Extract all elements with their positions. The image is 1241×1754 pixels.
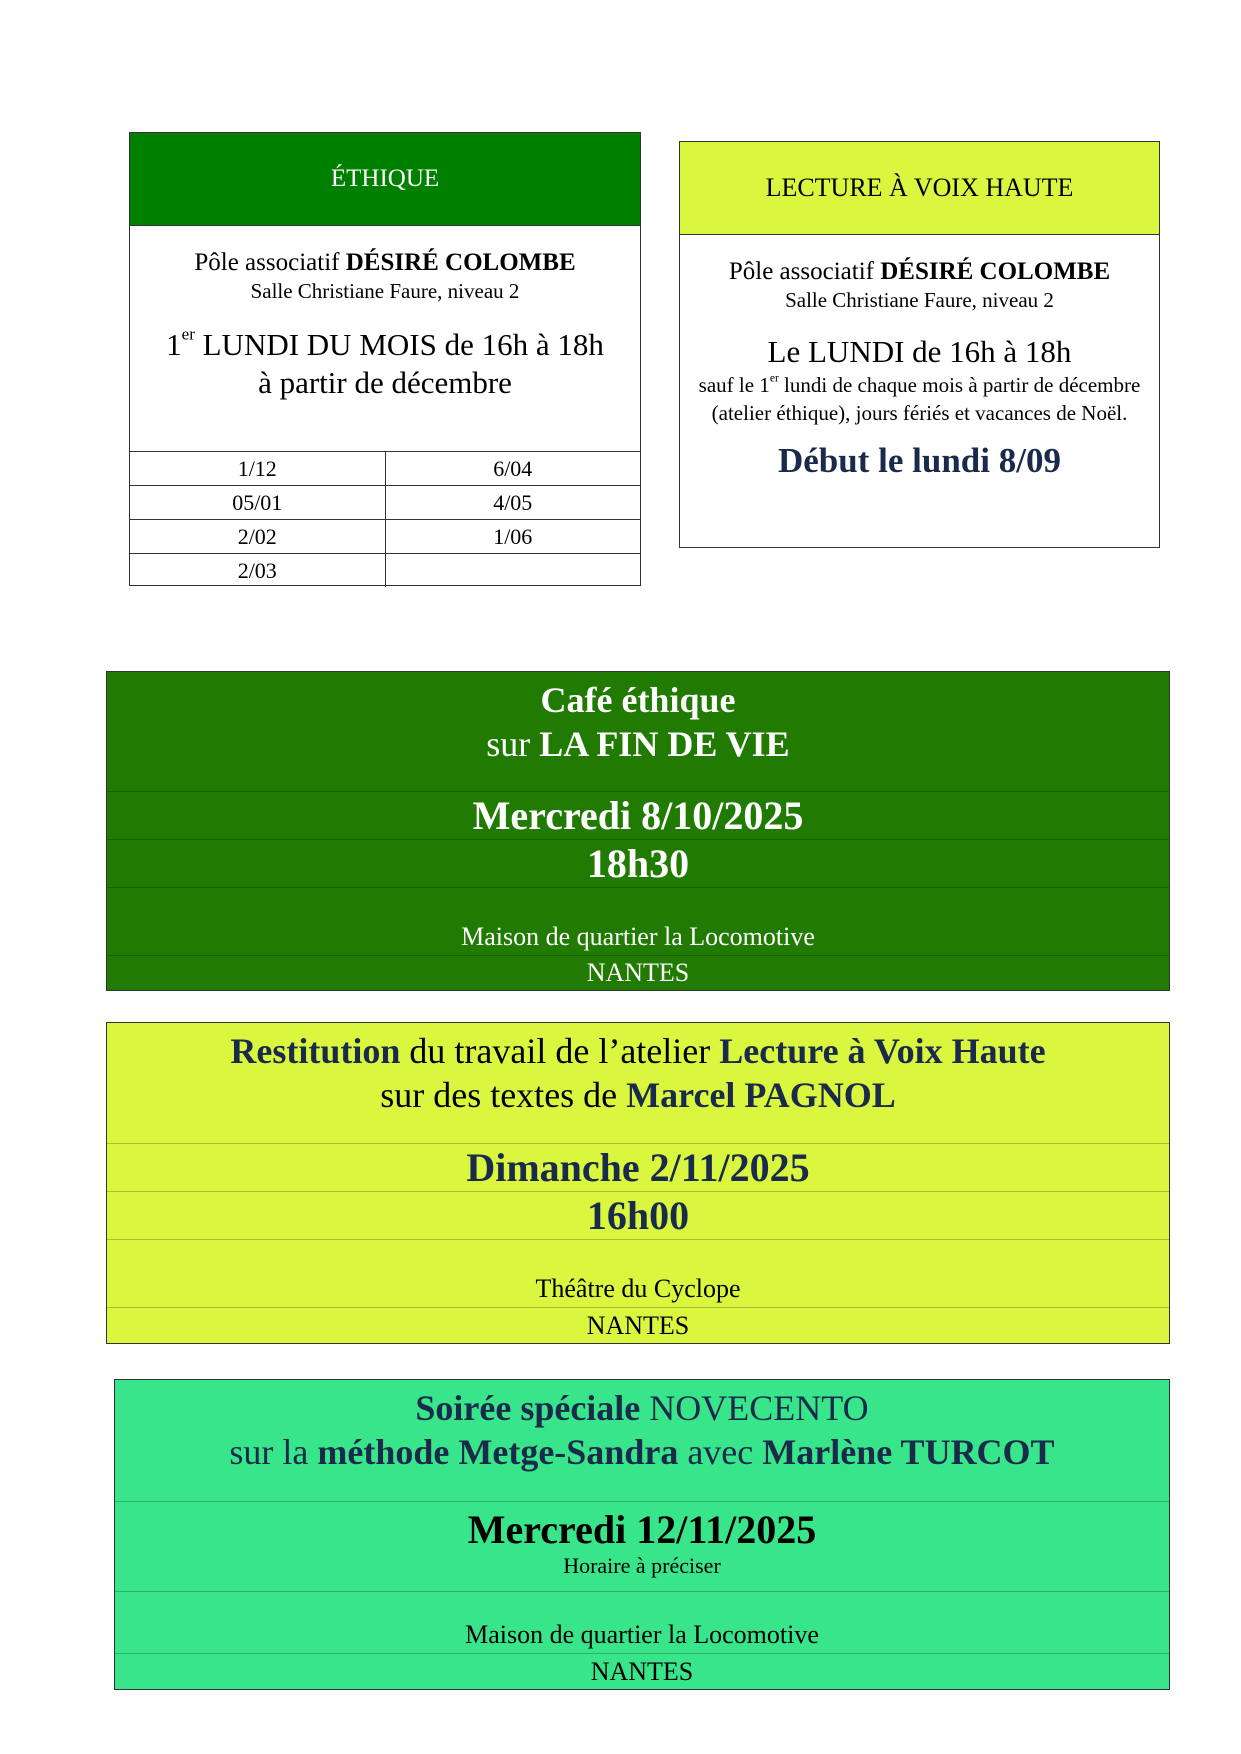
soiree-w6: Marlène TURCOT — [762, 1432, 1055, 1472]
soiree-when-block — [115, 1502, 1169, 1592]
lecture-sauf-a: sauf le 1 — [698, 373, 770, 397]
restitution-line2 — [107, 1073, 1169, 1117]
date-cell: 4/05 — [385, 486, 640, 520]
cafe-subject-prefix: sur — [486, 724, 540, 764]
lecture-sauf-sup: er — [769, 372, 779, 385]
ethique-pole-prefix: Pôle associatif — [194, 249, 346, 276]
restitution-time: 16h00 — [107, 1192, 1169, 1240]
soiree-w5: avec — [678, 1432, 763, 1472]
cafe-subject-bold: LA FIN DE VIE — [539, 724, 790, 764]
soiree-title-block — [115, 1380, 1169, 1502]
table-row — [130, 520, 640, 554]
soiree-city: NANTES — [590, 1657, 694, 1686]
lecture-schedule: Le LUNDI de 16h à 18h — [767, 334, 1072, 369]
ethique-dates-table — [130, 452, 640, 587]
ethique-pole-name: DÉSIRÉ COLOMBE — [345, 249, 576, 276]
lecture-pole-name: DÉSIRÉ COLOMBE — [880, 258, 1111, 285]
restitution-w4: sur des textes de — [380, 1075, 627, 1115]
lecture-start-date: Début le lundi 8/09 — [778, 441, 1061, 480]
lecture-sauf-b: lundi de chaque mois à partir de décembre (atelier éthique), jours fériés et vacances de Noël. — [711, 373, 1141, 425]
table-row — [130, 452, 640, 486]
cafe-city: NANTES — [586, 958, 690, 987]
lecture-exceptions — [680, 371, 1159, 427]
ethique-start: à partir de décembre — [258, 365, 512, 400]
soiree-date: Mercredi 12/11/2025 — [467, 1507, 817, 1552]
cafe-time: 18h30 — [107, 840, 1169, 888]
soiree-line2 — [115, 1430, 1169, 1474]
restitution-title-block — [107, 1023, 1169, 1144]
restitution-w2: du travail de l’atelier — [400, 1031, 720, 1071]
lecture-pole-prefix: Pôle associatif — [728, 258, 881, 285]
cafe-title: Café éthique — [540, 680, 736, 720]
restitution-banner — [106, 1022, 1170, 1344]
cafe-title-block — [107, 672, 1169, 792]
ethique-schedule-num: 1 — [166, 327, 182, 362]
cafe-subject — [107, 722, 1169, 766]
soiree-banner — [114, 1379, 1170, 1690]
restitution-city: NANTES — [586, 1311, 690, 1340]
date-cell: 2/03 — [130, 554, 385, 588]
date-cell: 6/04 — [385, 452, 640, 486]
cafe-place: Maison de quartier la Locomotive — [107, 888, 1169, 956]
lecture-pole — [680, 257, 1159, 287]
soiree-line1 — [115, 1386, 1169, 1430]
ethique-schedule-rest: LUNDI DU MOIS de 16h à 18h — [194, 327, 604, 362]
date-cell — [385, 554, 640, 588]
soiree-horaire: Horaire à préciser — [563, 1553, 721, 1578]
ethique-schedule-sup: er — [181, 324, 195, 344]
date-cell: 2/02 — [130, 520, 385, 554]
ethique-title: ÉTHIQUE — [130, 133, 640, 226]
lecture-box — [679, 141, 1160, 548]
lecture-salle: Salle Christiane Faure, niveau 2 — [785, 288, 1054, 312]
soiree-w4: méthode Metge-Sandra — [317, 1432, 679, 1472]
ethique-pole — [130, 248, 640, 278]
cafe-ethique-banner — [106, 671, 1170, 991]
restitution-w1: Restitution — [230, 1031, 401, 1071]
restitution-date: Dimanche 2/11/2025 — [107, 1144, 1169, 1192]
ethique-salle: Salle Christiane Faure, niveau 2 — [250, 279, 520, 303]
date-cell: 1/12 — [130, 452, 385, 486]
date-cell: 05/01 — [130, 486, 385, 520]
restitution-line1 — [107, 1029, 1169, 1073]
cafe-date: Mercredi 8/10/2025 — [107, 792, 1169, 840]
soiree-w1: Soirée spéciale — [415, 1388, 641, 1428]
soiree-w2: NOVECENTO — [640, 1388, 869, 1428]
soiree-w3: sur la — [229, 1432, 318, 1472]
ethique-schedule — [130, 326, 640, 364]
lecture-details — [680, 235, 1159, 481]
date-cell: 1/06 — [385, 520, 640, 554]
restitution-w3: Lecture à Voix Haute — [719, 1031, 1046, 1071]
soiree-place: Maison de quartier la Locomotive — [115, 1592, 1169, 1654]
table-row — [130, 554, 640, 588]
restitution-w5: Marcel PAGNOL — [626, 1075, 896, 1115]
ethique-box — [129, 132, 641, 586]
ethique-details — [130, 226, 640, 452]
table-row — [130, 486, 640, 520]
lecture-title: LECTURE À VOIX HAUTE — [680, 142, 1159, 235]
restitution-place: Théâtre du Cyclope — [107, 1240, 1169, 1308]
